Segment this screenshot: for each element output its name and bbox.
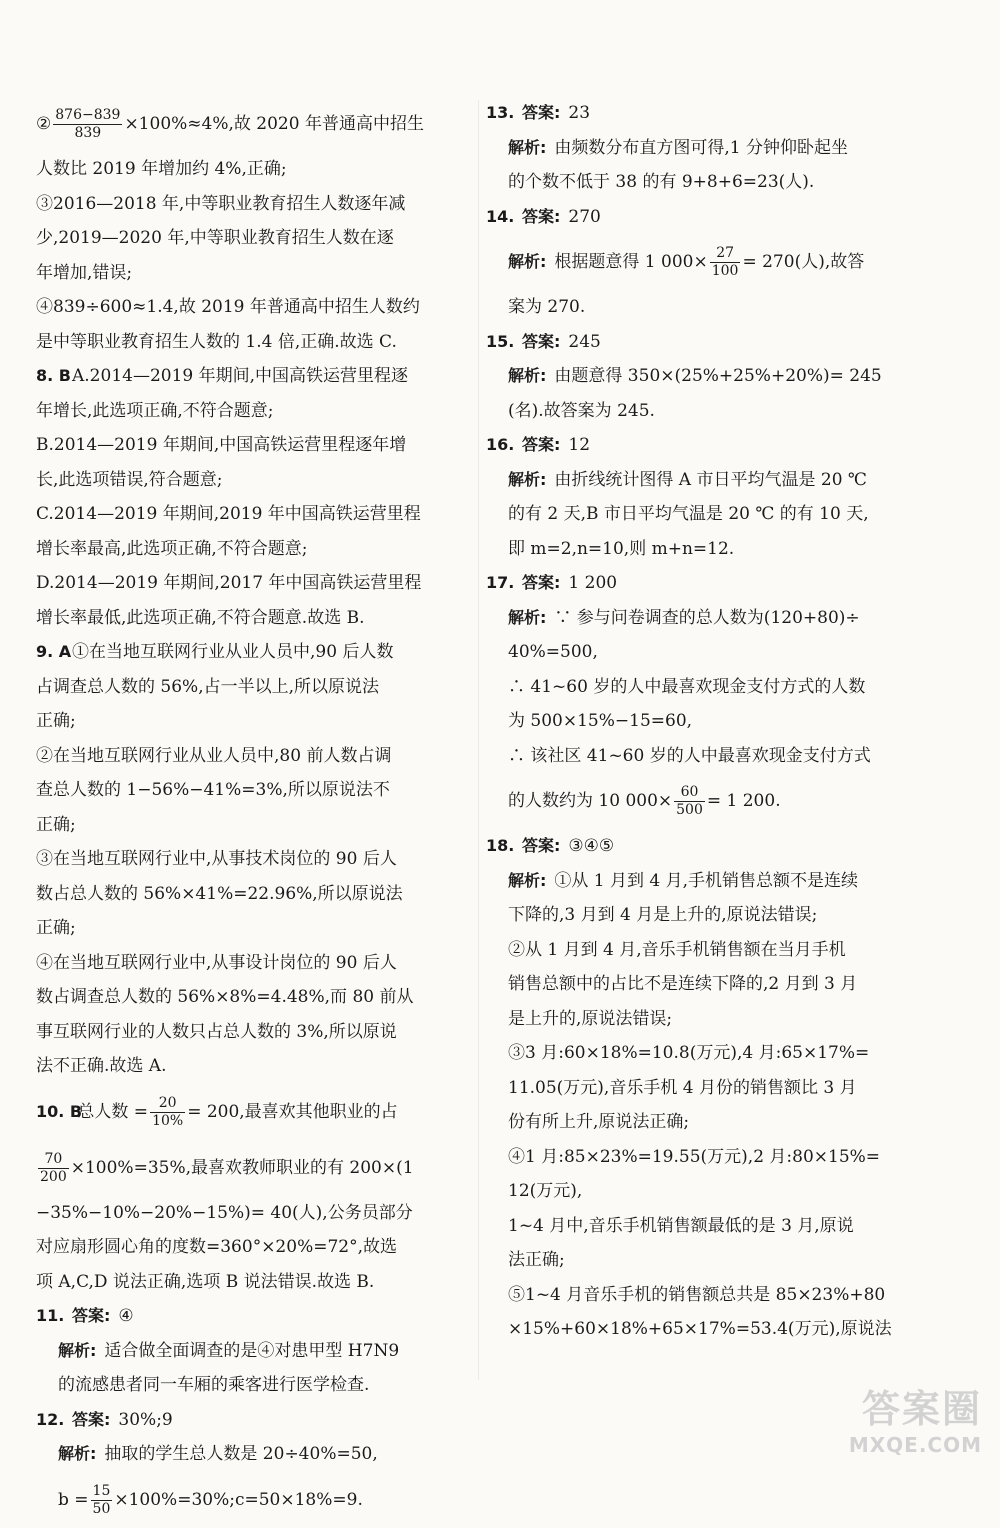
question-16-explanation: 解析: 由折线统计图得 A 市日平均气温是 20 ℃ — [508, 469, 867, 490]
question-13-answer: 13. 答案: 23 — [486, 96, 956, 131]
text-line: ∴ 该社区 41~60 岁的人中最喜欢现金支付方式 — [508, 745, 871, 766]
text-line: 即 m=2,n=10,则 m+n=12. — [508, 538, 735, 559]
text-line: (名).故答案为 245. — [508, 400, 655, 421]
left-column — [36, 96, 472, 1528]
text-line: C.2014—2019 年期间,2019 年中国高铁运营里程 — [36, 504, 421, 524]
question-15-explanation: 解析: 由题意得 350×(25%+25%+20%)= 245 — [508, 366, 882, 386]
text-line: ⑤1~4 月音乐手机的销售额总共是 85×23%+80 — [508, 1284, 886, 1305]
text-line: D.2014—2019 年期间,2017 年中国高铁运营里程 — [36, 573, 422, 593]
text-line: b = $\frac{15}{50}$ ×100%=30%;c=50×18%=9. — [58, 1482, 363, 1517]
text-line: 销售总额中的占比不是连续下降的,2 月到 3 月 — [508, 974, 858, 994]
question-14-answer: 14. 答案: 270 — [486, 200, 956, 235]
text-line: 长,此选项错误,符合题意; — [36, 469, 223, 490]
question-number: 10. B — [36, 1101, 83, 1121]
text-line: ③3 月:60×18%=10.8(万元),4 月:65×17%= — [508, 1043, 870, 1063]
text-line: ×15%+60×18%+65×17%=53.4(万元),原说法 — [508, 1319, 892, 1339]
text-line: 下降的,3 月到 4 月是上升的,原说法错误; — [508, 905, 818, 925]
question-14-explanation: 解析: 根据题意得 1 000× $\frac{27}{100}$ = 270(人),故答 — [508, 245, 865, 279]
text-line: 案为 270. — [508, 297, 586, 317]
text-line: ③在当地互联网行业中,从事技术岗位的 90 后人 — [36, 849, 397, 869]
text-line: 增长率最高,此选项正确,不符合题意; — [36, 538, 308, 559]
question-number: 17. — [486, 573, 515, 592]
text-line: 为 500×15%−15=60, — [508, 711, 693, 731]
text-line: ③2016—2018 年,中等职业教育招生人数逐年减 — [36, 193, 406, 214]
text-line: 人数比 2019 年增加约 4%,正确; — [36, 159, 287, 179]
text-line: ∴ 41~60 岁的人中最喜欢现金支付方式的人数 — [508, 676, 866, 697]
fraction: $\frac{70}{200}$ — [40, 1150, 67, 1185]
question-9-first-line: 9. A①在当地互联网行业从业人员中,90 后人数 — [36, 635, 472, 670]
question-number: 11. — [36, 1306, 65, 1325]
text-line: −35%−10%−20%−15%)= 40(人),公务员部分 — [36, 1202, 413, 1223]
question-number: 8. B — [36, 366, 71, 385]
text-line: 是中等职业教育招生人数的 1.4 倍,正确.故选 C. — [36, 331, 397, 352]
text-line: 正确; — [36, 814, 76, 835]
text-line: ②从 1 月到 4 月,音乐手机销售额在当月手机 — [508, 939, 846, 960]
text-line: 是上升的,原说法错误; — [508, 1008, 673, 1029]
question-11-answer: 11. 答案: ④ — [36, 1299, 472, 1334]
question-number: 16. — [486, 435, 515, 454]
q7-item2-line: ② $\frac{876-839}{839}$ ×100%≈4%,故 2020 年普通高中招生 — [36, 107, 424, 141]
question-number: 13. — [486, 103, 515, 122]
question-number: 9. A — [36, 642, 72, 661]
text-line: 的人数约为 10 000× $\frac{60}{500}$ = 1 200. — [508, 784, 781, 818]
column-divider — [478, 100, 479, 1380]
text-line: 项 A,C,D 说法正确,选项 B 说法错误.故选 B. — [36, 1271, 375, 1292]
text-line: 40%=500, — [508, 642, 598, 662]
text-line: 数占总人数的 56%×41%=22.96%,所以原说法 — [36, 883, 403, 904]
text-line: B.2014—2019 年期间,中国高铁运营里程逐年增 — [36, 435, 407, 455]
text-line: 增长率最低,此选项正确,不符合题意.故选 B. — [36, 607, 365, 628]
fraction: $\frac{27}{100}$ — [711, 245, 739, 279]
text-line: 正确; — [36, 918, 76, 938]
text-line: 少,2019—2020 年,中等职业教育招生人数在逐 — [36, 228, 394, 248]
text-line: 查总人数的 1−56%−41%=3%,所以原说法不 — [36, 780, 390, 800]
fraction: $\frac{20}{10\%}$ — [152, 1094, 184, 1129]
question-12-answer: 12. 答案: 30%;9 — [36, 1403, 472, 1438]
question-18-explanation: 解析: ①从 1 月到 4 月,手机销售总额不是连续 — [508, 870, 859, 891]
text-line: 份有所上升,原说法正确; — [508, 1112, 690, 1132]
question-17-explanation: 解析: ∵ 参与问卷调查的总人数为(120+80)÷ — [508, 607, 860, 628]
text-line: 法正确; — [508, 1250, 565, 1270]
text-line: 年增长,此选项正确,不符合题意; — [36, 400, 274, 421]
question-15-answer: 15. 答案: 245 — [486, 325, 956, 360]
text-line: 年增加,错误; — [36, 262, 133, 283]
text-line: 占调查总人数的 56%,占一半以上,所以原说法 — [36, 676, 379, 697]
question-number: 18. — [486, 836, 515, 855]
question-number: 15. — [486, 331, 515, 351]
question-17-answer: 17. 答案: 1 200 — [486, 566, 956, 601]
text-line: 数占调查总人数的 56%×8%=4.48%,而 80 前从 — [36, 987, 414, 1007]
question-11-explanation: 解析: 适合做全面调查的是④对患甲型 H7N9 — [58, 1340, 400, 1361]
text-line: 的流感患者同一车厢的乘客进行医学检查. — [58, 1375, 370, 1395]
text-line: 对应扇形圆心角的度数=360°×20%=72°,故选 — [36, 1237, 398, 1257]
question-16-answer: 16. 答案: 12 — [486, 428, 956, 463]
text-line: 的有 2 天,B 市日平均气温是 20 ℃ 的有 10 天, — [508, 504, 869, 524]
watermark-logo: 答案圈 MXQE.COM — [848, 1387, 982, 1457]
text-line: ②在当地互联网行业从业人员中,80 前人数占调 — [36, 745, 392, 766]
right-column — [486, 96, 956, 1347]
text-line: 法不正确.故选 A. — [36, 1056, 167, 1076]
text-line: 事互联网行业的人数只占总人数的 3%,所以原说 — [36, 1021, 397, 1042]
text-line: 正确; — [36, 711, 76, 731]
text-line: ④在当地互联网行业中,从事设计岗位的 90 后人 — [36, 952, 397, 973]
text-line: $\frac{70}{200}$ ×100%=35%,最喜欢教师职业的有 200×(1 — [40, 1150, 414, 1185]
text-line: ④839÷600≈1.4,故 2019 年普通高中招生人数约 — [36, 297, 420, 317]
question-10-first-line: 10. B 总人数 = $\frac{20}{10\%}$ = 200,最喜欢其他职业的占 — [36, 1084, 472, 1140]
question-12-explanation: 解析: 抽取的学生总人数是 20÷40%=50, — [58, 1444, 378, 1464]
text-line: 1~4 月中,音乐手机销售额最低的是 3 月,原说 — [508, 1215, 854, 1236]
fraction: $\frac{60}{500}$ — [676, 784, 703, 818]
fraction: $\frac{876-839}{839}$ — [55, 107, 121, 141]
question-number: 14. — [486, 206, 515, 226]
text-line: 11.05(万元),音乐手机 4 月份的销售额比 3 月 — [508, 1077, 857, 1098]
fraction: $\frac{15}{50}$ — [92, 1482, 111, 1517]
question-18-answer: 18. 答案: ③④⑤ — [486, 829, 956, 864]
question-8-first-line: 8. BA.2014—2019 年期间,中国高铁运营里程逐 — [36, 359, 472, 394]
text-line: ④1 月:85×23%=19.55(万元),2 月:80×15%= — [508, 1146, 881, 1167]
text-line: 的个数不低于 38 的有 9+8+6=23(人). — [508, 172, 815, 192]
question-number: 12. — [36, 1409, 65, 1429]
text-line: 12(万元), — [508, 1181, 583, 1201]
question-13-explanation: 解析: 由频数分布直方图可得,1 分钟仰卧起坐 — [508, 137, 849, 158]
